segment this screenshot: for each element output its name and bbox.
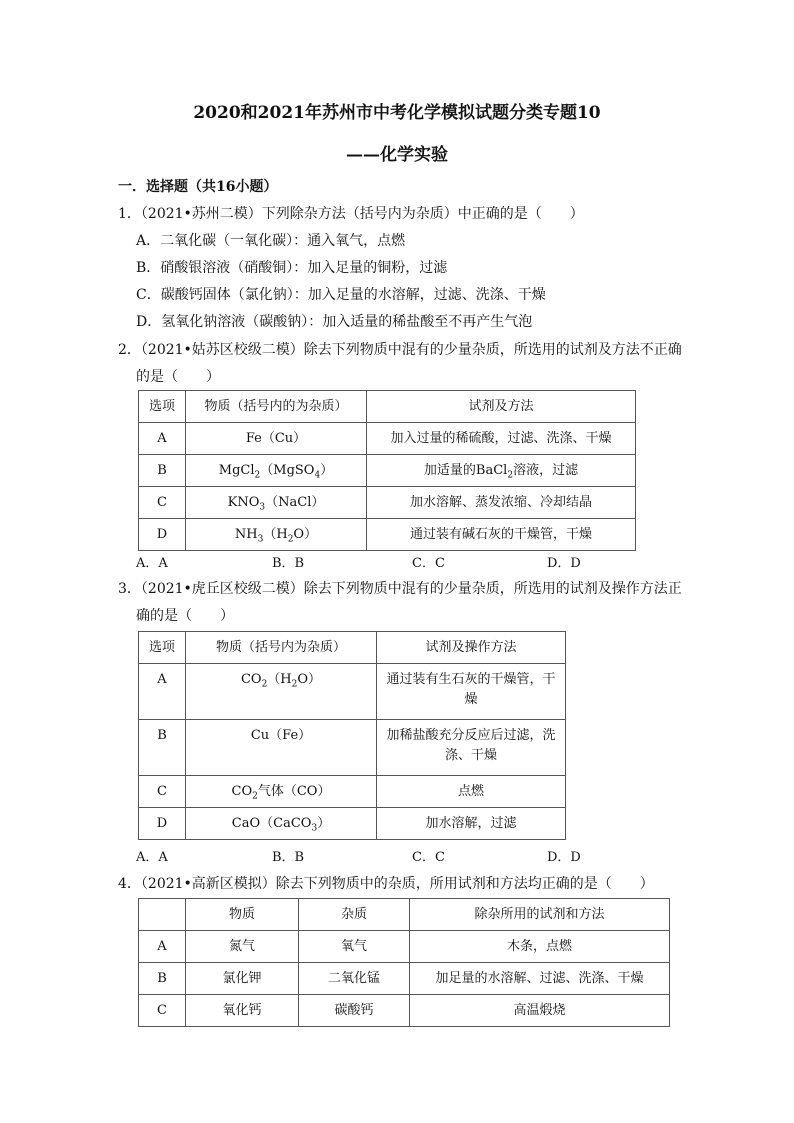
choice-d: D．D [547, 556, 581, 571]
option-cell: C [157, 1003, 167, 1018]
header-cell [139, 899, 185, 905]
header-cell: 物质 [228, 907, 255, 922]
substance-cell: 氮气 [228, 939, 255, 954]
choice-c: C．C [412, 556, 445, 571]
substance-cell: Cu（Fe） [250, 728, 312, 743]
impurity-cell: 碳酸钙 [334, 1003, 374, 1018]
choice-a: A．A [136, 850, 168, 865]
option-cell: A [157, 431, 167, 446]
substance-cell: $CO_2(H_2O)$ [240, 672, 322, 690]
document-title: 2020和2021年苏州市中考化学模拟试题分类专题10 [193, 103, 601, 123]
question-2-stem-line-1: 2．（2021•姑苏区校级二模）除去下列物质中混有的少量杂质，所选用的试剂及方法不正确 [118, 342, 682, 358]
header-cell: 除杂所用的试剂和方法 [474, 907, 605, 922]
question-2-table [138, 390, 636, 551]
question-2-choices [136, 552, 596, 570]
table-header-row [139, 899, 670, 931]
section-heading: 一．选择题（共16小题） [118, 179, 278, 195]
header-cell: 试剂及操作方法 [425, 640, 517, 655]
method-cell: 加适量的BaCl$_2$溶液，过滤 [423, 463, 579, 481]
impurity-cell: 氧气 [340, 939, 367, 954]
substance-cell: $KNO_3(NaCl)$ [227, 495, 325, 513]
substance-cell: $NH_3(H_2O)$ [234, 527, 318, 545]
choice-b: B．B [272, 850, 305, 865]
impurity-cell: 二氧化锰 [327, 971, 380, 986]
option-cell: D [156, 816, 168, 831]
choice-c: C．C [412, 850, 445, 865]
document-subtitle: ——化学实验 [346, 145, 448, 165]
table-row [139, 931, 670, 963]
method-cell: 加水溶解、蒸发浓缩、冷却结晶 [409, 495, 592, 510]
method-cell: 点燃 [457, 784, 484, 799]
option-cell: B [157, 971, 167, 986]
table-row [139, 776, 566, 808]
question-1-option-a: A．二氧化碳（一氧化碳）：通入氧气，点燃 [136, 233, 406, 249]
table-row [139, 455, 636, 487]
table-row [139, 808, 566, 840]
question-3-stem-line-1: 3．（2021•虎丘区校级二模）除去下列物质中混有的少量杂质，所选用的试剂及操作方法正 [118, 581, 682, 597]
option-cell: A [157, 939, 167, 954]
substance-cell: Fe（Cu） [245, 431, 307, 446]
table-row [139, 423, 636, 455]
question-1-stem: 1．（2021•苏州二模）下列除杂方法（括号内为杂质）中正确的是（ ） [118, 206, 584, 222]
method-cell: 加入过量的稀硫酸，过滤、洗涤、干燥 [390, 431, 612, 446]
question-3-table [138, 631, 566, 840]
question-4-stem: 4．（2021•高新区模拟）除去下列物质中的杂质，所用试剂和方法均正确的是（ ） [118, 876, 654, 892]
method-cell: 木条，点燃 [506, 939, 572, 954]
substance-cell: MgCl$_2$（MgSO$_4$） [218, 463, 334, 481]
question-2-stem-line-2: 的是（ ） [136, 369, 220, 385]
question-3-stem-line-2: 确的是（ ） [136, 608, 234, 624]
choice-b: B．B [272, 556, 305, 571]
table-row [139, 995, 670, 1027]
option-cell: C [157, 784, 167, 799]
header-cell: 物质（括号内为杂质） [215, 640, 346, 655]
method-cell: 加稀盐酸充分反应后过滤，洗 涤、干燥 [386, 728, 556, 763]
choice-a: A．A [136, 556, 168, 571]
question-3-choices [136, 846, 596, 864]
table-row [139, 963, 670, 995]
option-cell: B [157, 463, 167, 478]
question-1-option-b: B．硝酸银溶液（硝酸铜）：加入足量的铜粉，过滤 [136, 260, 448, 276]
table-row [139, 720, 566, 776]
option-cell: D [156, 527, 168, 542]
header-cell: 试剂及方法 [468, 399, 534, 414]
option-cell: A [157, 672, 167, 687]
table-row [139, 487, 636, 519]
option-cell: C [157, 495, 167, 510]
header-cell: 杂质 [340, 907, 367, 922]
substance-cell: 氯化钾 [222, 971, 262, 986]
substance-cell: CaO（CaCO$_3$） [231, 816, 331, 834]
option-cell: B [157, 728, 167, 743]
question-1-option-d: D．氢氧化钠溶液（碳酸钠）：加入适量的稀盐酸至不再产生气泡 [136, 314, 533, 330]
method-cell: 加足量的水溶解、过滤、洗涤、干燥 [435, 971, 644, 986]
question-1-option-c: C．碳酸钙固体（氯化钠）：加入足量的水溶解，过滤、洗涤、干燥 [136, 287, 546, 303]
method-cell: 通过装有碱石灰的干燥管，干燥 [409, 527, 592, 542]
header-cell: 物质（括号内的为杂质） [204, 399, 348, 414]
substance-cell: 氧化钙 [222, 1003, 262, 1018]
header-cell: 选项 [148, 640, 175, 655]
table-header-row [139, 632, 566, 664]
substance-cell: $CO_2$气体（CO） [231, 784, 331, 802]
header-cell: 选项 [148, 399, 175, 414]
method-cell: 高温煅烧 [513, 1003, 566, 1018]
method-cell: 通过装有生石灰的干燥管，干 燥 [386, 672, 556, 707]
choice-d: D．D [547, 850, 581, 865]
table-header-row [139, 391, 636, 423]
table-row [139, 519, 636, 551]
question-4-table [138, 898, 670, 1027]
table-row [139, 664, 566, 720]
method-cell: 加水溶解，过滤 [425, 816, 517, 831]
